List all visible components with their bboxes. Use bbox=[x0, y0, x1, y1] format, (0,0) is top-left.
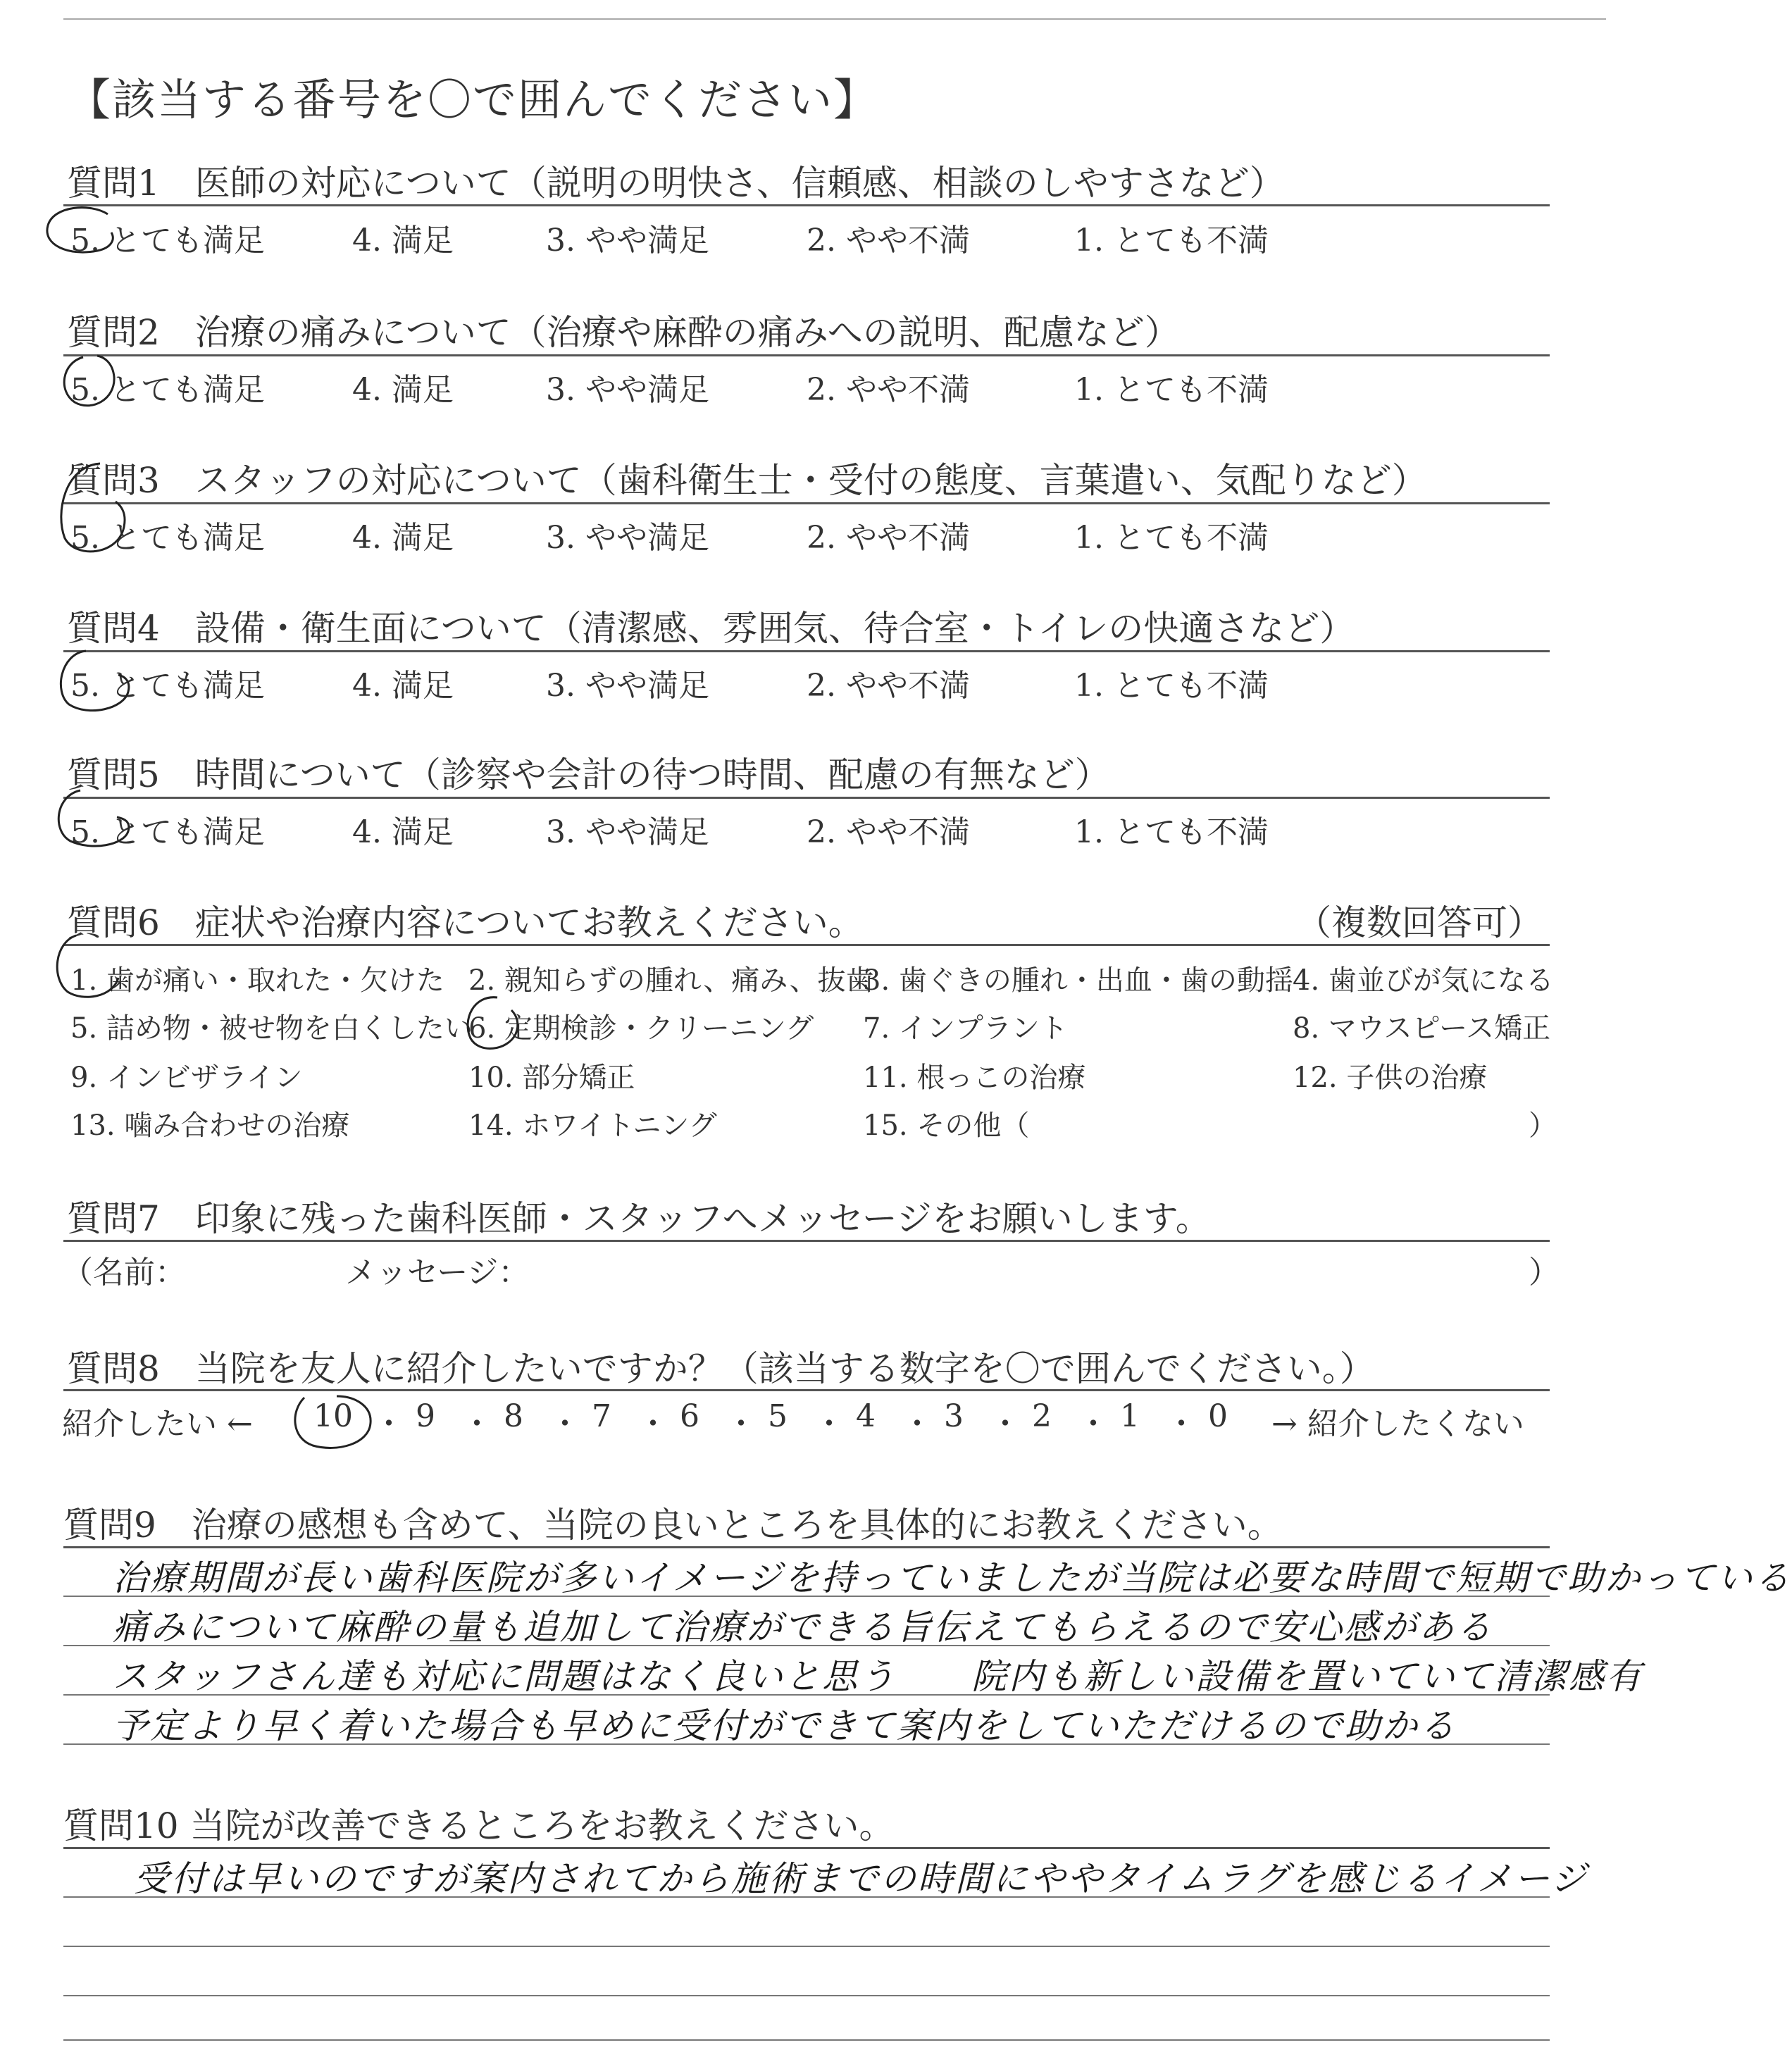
q8-score-4[interactable]: 4 bbox=[856, 1398, 876, 1434]
q7-close: ） bbox=[1529, 1255, 1560, 1291]
q4-selection-circle bbox=[51, 642, 135, 716]
q3-option-4[interactable]: 4. 満足 bbox=[352, 520, 454, 556]
divider bbox=[63, 1546, 1550, 1548]
q6-option-9[interactable]: 9. インビザライン bbox=[70, 1062, 303, 1094]
q6-option-3[interactable]: 3. 歯ぐきの腫れ・出血・歯の動揺 bbox=[863, 964, 1293, 997]
q2-option-1[interactable]: 1. とても不満 bbox=[1074, 372, 1269, 408]
q8-left-label: 紹介したい ← bbox=[62, 1406, 253, 1442]
q6-option-4[interactable]: 4. 歯並びが気になる bbox=[1293, 964, 1554, 997]
q3-option-3[interactable]: 3. やや満足 bbox=[546, 520, 709, 556]
q8-dot: ・ bbox=[1078, 1406, 1109, 1442]
q3-option-2[interactable]: 2. やや不満 bbox=[807, 520, 970, 556]
divider bbox=[63, 354, 1550, 356]
q5-option-2[interactable]: 2. やや不満 bbox=[807, 814, 970, 850]
q5-option-1[interactable]: 1. とても不満 bbox=[1074, 814, 1269, 850]
q6-option-1[interactable]: 1. 歯が痛い・取れた・欠けた bbox=[70, 964, 444, 997]
q3-selection-circle bbox=[51, 456, 135, 562]
q6-option-15[interactable]: 15. その他（ bbox=[863, 1109, 1030, 1142]
divider bbox=[63, 650, 1550, 652]
q1-option-5[interactable]: 5. とても満足 bbox=[70, 223, 265, 259]
q8-score-2[interactable]: 2 bbox=[1032, 1398, 1052, 1434]
q8-score-6[interactable]: 6 bbox=[680, 1398, 699, 1434]
q6-option-12[interactable]: 12. 子供の治療 bbox=[1293, 1062, 1488, 1094]
q9-answer-line-4: 予定より早く着いた場合も早めに受付ができて案内をしていただけるので助かる bbox=[113, 1705, 1457, 1746]
question-6: 質問6 症状や治療内容についてお教えください。 bbox=[67, 902, 864, 943]
question-7: 質問7 印象に残った歯科医師・スタッフへメッセージをお願いします。 bbox=[67, 1198, 1211, 1239]
divider bbox=[63, 502, 1550, 504]
q6-option-10[interactable]: 10. 部分矯正 bbox=[468, 1062, 635, 1094]
q2-option-4[interactable]: 4. 満足 bbox=[352, 372, 454, 408]
q6-option-6-circle bbox=[458, 992, 521, 1055]
q8-dot: ・ bbox=[373, 1406, 404, 1442]
answer-line bbox=[63, 1995, 1550, 1996]
q6-option-8[interactable]: 8. マウスピース矯正 bbox=[1293, 1012, 1551, 1045]
q1-option-3[interactable]: 3. やや満足 bbox=[546, 223, 709, 259]
q6-option-1-circle bbox=[48, 928, 125, 1006]
q8-dot: ・ bbox=[461, 1406, 492, 1442]
q3-option-5[interactable]: 5. とても満足 bbox=[70, 520, 265, 556]
q6-option-14[interactable]: 14. ホワイトニング bbox=[468, 1109, 717, 1142]
q8-right-label: → 紹介したくない bbox=[1271, 1406, 1524, 1442]
q5-option-4[interactable]: 4. 満足 bbox=[352, 814, 454, 850]
q8-dot: ・ bbox=[1166, 1406, 1197, 1442]
question-1: 質問1 医師の対応について（説明の明快さ、信頼感、相談のしやすさなど） bbox=[67, 163, 1285, 204]
q6-option-7[interactable]: 7. インプラント bbox=[863, 1012, 1068, 1045]
q9-answer-line-1: 治療期間が長い歯科医院が多いイメージを持っていましたが当院は必要な時間で短期で助かっている bbox=[113, 1557, 1792, 1598]
q6-option-2[interactable]: 2. 親知らずの腫れ、痛み、抜歯 bbox=[468, 964, 874, 997]
q1-selection-circle bbox=[41, 204, 118, 261]
q6-option-11[interactable]: 11. 根っこの治療 bbox=[863, 1062, 1086, 1094]
q6-option-13[interactable]: 13. 噛み合わせの治療 bbox=[70, 1109, 350, 1142]
answer-line bbox=[63, 2039, 1550, 2041]
divider bbox=[63, 1847, 1550, 1849]
top-border bbox=[63, 18, 1606, 20]
q1-option-4[interactable]: 4. 満足 bbox=[352, 223, 454, 259]
q3-option-1[interactable]: 1. とても不満 bbox=[1074, 520, 1269, 556]
divider bbox=[63, 204, 1550, 206]
q8-score-9[interactable]: 9 bbox=[416, 1398, 435, 1434]
q2-selection-circle bbox=[55, 349, 125, 412]
question-8: 質問8 当院を友人に紹介したいですか？（該当する数字を〇で囲んでください。） bbox=[67, 1348, 1375, 1389]
question-4: 質問4 設備・衛生面について（清潔感、雰囲気、待合室・トイレの快適さなど） bbox=[67, 608, 1355, 649]
q2-option-2[interactable]: 2. やや不満 bbox=[807, 372, 970, 408]
q8-score-5[interactable]: 5 bbox=[768, 1398, 788, 1434]
q8-score-3[interactable]: 3 bbox=[944, 1398, 964, 1434]
q8-dot: ・ bbox=[726, 1406, 757, 1442]
q8-dot: ・ bbox=[549, 1406, 580, 1442]
q4-option-3[interactable]: 3. やや満足 bbox=[546, 668, 709, 704]
q8-dot: ・ bbox=[814, 1406, 845, 1442]
q6-option-5[interactable]: 5. 詰め物・被せ物を白くしたい bbox=[70, 1012, 473, 1045]
q8-dot: ・ bbox=[637, 1406, 668, 1442]
divider bbox=[63, 797, 1550, 799]
q8-selection-circle bbox=[287, 1386, 379, 1453]
question-5: 質問5 時間について（診察や会計の待つ時間、配慮の有無など） bbox=[67, 754, 1110, 795]
q8-dot: ・ bbox=[902, 1406, 933, 1442]
q4-option-2[interactable]: 2. やや不満 bbox=[807, 668, 970, 704]
page-title: 【該当する番号を〇で囲んでください】 bbox=[67, 74, 879, 125]
q8-score-8[interactable]: 8 bbox=[504, 1398, 523, 1434]
divider bbox=[63, 1240, 1550, 1242]
q7-name-label: （名前： bbox=[62, 1255, 186, 1291]
question-10: 質問10 当院が改善できるところをお教えください。 bbox=[63, 1805, 895, 1846]
q6-other-close: ） bbox=[1529, 1109, 1557, 1142]
divider bbox=[63, 944, 1550, 946]
q4-option-1[interactable]: 1. とても不満 bbox=[1074, 668, 1269, 704]
q5-selection-circle bbox=[46, 782, 138, 852]
q6-option-6[interactable]: 6. 定期検診・クリーニング bbox=[468, 1012, 814, 1045]
q1-option-1[interactable]: 1. とても不満 bbox=[1074, 223, 1269, 259]
q2-option-3[interactable]: 3. やや満足 bbox=[546, 372, 709, 408]
question-3: 質問3 スタッフの対応について（歯科衛生士・受付の態度、言葉遣い、気配りなど） bbox=[67, 460, 1427, 501]
answer-line bbox=[63, 1946, 1550, 1947]
multiple-answer-note: （複数回答可） bbox=[1296, 902, 1543, 943]
question-2: 質問2 治療の痛みについて（治療や麻酔の痛みへの説明、配慮など） bbox=[67, 312, 1180, 353]
q4-option-5[interactable]: 5. とても満足 bbox=[70, 668, 265, 704]
question-9: 質問9 治療の感想も含めて、当院の良いところを具体的にお教えください。 bbox=[63, 1505, 1283, 1546]
q8-score-0[interactable]: 0 bbox=[1208, 1398, 1228, 1434]
q10-answer-line-1: 受付は早いのですが案内されてから施術までの時間にややタイムラグを感じるイメージ bbox=[134, 1858, 1588, 1899]
q5-option-5[interactable]: 5. とても満足 bbox=[70, 814, 265, 850]
q8-score-10[interactable]: 10 bbox=[313, 1398, 353, 1434]
q8-dot: ・ bbox=[990, 1406, 1021, 1442]
divider bbox=[63, 1389, 1550, 1391]
q1-option-2[interactable]: 2. やや不満 bbox=[807, 223, 970, 259]
q7-message-label: メッセージ： bbox=[345, 1255, 530, 1291]
q9-answer-line-3: スタッフさん達も対応に問題はなく良いと思う 院内も新しい設備を置いていて清潔感有 bbox=[113, 1656, 1643, 1697]
q5-option-3[interactable]: 3. やや満足 bbox=[546, 814, 709, 850]
q8-score-7[interactable]: 7 bbox=[592, 1398, 611, 1434]
q2-option-5[interactable]: 5. とても満足 bbox=[70, 372, 265, 408]
q9-answer-line-2: 痛みについて麻酔の量も追加して治療ができる旨伝えてもらえるので安心感がある bbox=[113, 1607, 1493, 1648]
q4-option-4[interactable]: 4. 満足 bbox=[352, 668, 454, 704]
q8-score-1[interactable]: 1 bbox=[1120, 1398, 1140, 1434]
